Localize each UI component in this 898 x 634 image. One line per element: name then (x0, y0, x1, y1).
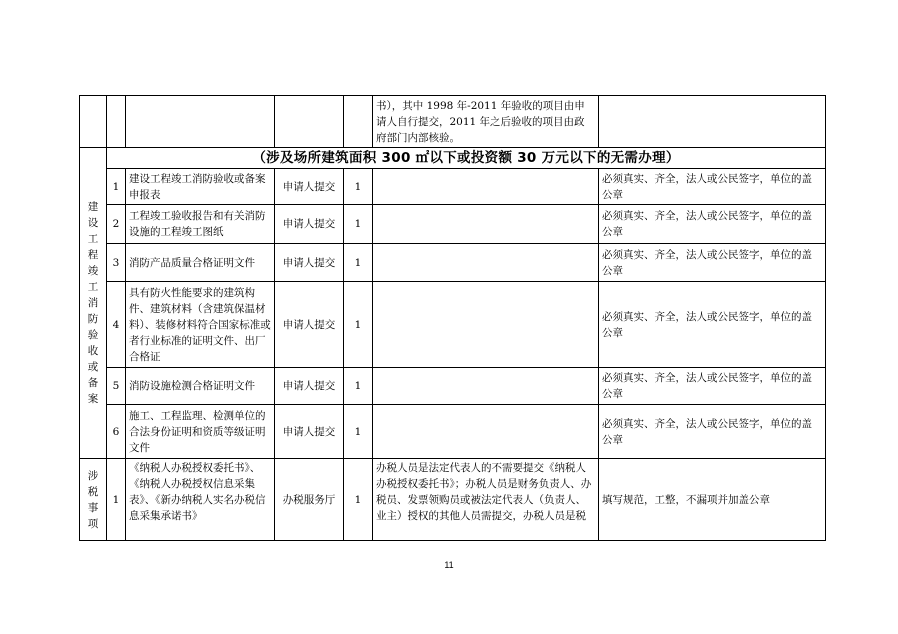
copies-cell (344, 96, 373, 148)
copies-cell: 1 (344, 405, 373, 459)
table-row (80, 205, 826, 244)
requirement-cell (599, 96, 826, 148)
copies-cell: 1 (344, 368, 373, 405)
notes-cell (373, 205, 599, 244)
copies-cell: 1 (344, 459, 373, 541)
banner-row (80, 148, 826, 169)
requirement-cell: 填写规范，工整，不漏项并加盖公章 (599, 459, 826, 541)
material-cell (126, 96, 275, 148)
section-banner: （涉及场所建筑面积 300 ㎡以下或投资额 30 万元以下的无需办理） (107, 148, 826, 169)
notes-cell (373, 459, 599, 541)
index-cell: 5 (107, 368, 126, 405)
material-text: 《纳税人办税授权委托书》、《纳税人办税授权信息采集表》、《新办纳税人实名办税信息采集承诺书》 (129, 461, 266, 522)
category-cell (80, 96, 107, 148)
requirement-cell: 必须真实、齐全，法人或公民签字，单位的盖公章 (599, 368, 826, 405)
notes-cell (373, 244, 599, 282)
material-cell: 建设工程竣工消防验收或备案申报表 (126, 169, 275, 205)
notes-cell: 书），其中 1998 年-2011 年验收的项目由申请人自行提交，2011 年之后验收的项目由政府部门内部核验。 (373, 96, 599, 148)
requirement-cell: 必须真实、齐全，法人或公民签字，单位的盖公章 (599, 405, 826, 459)
index-cell: 3 (107, 244, 126, 282)
source-cell: 申请人提交 (275, 169, 344, 205)
requirement-cell: 必须真实、齐全，法人或公民签字，单位的盖公章 (599, 244, 826, 282)
notes-cell (373, 282, 599, 368)
index-cell (107, 96, 126, 148)
copies-cell: 1 (344, 205, 373, 244)
material-cell: 消防产品质量合格证明文件 (126, 244, 275, 282)
copies-cell: 1 (344, 169, 373, 205)
index-cell: 2 (107, 205, 126, 244)
page-number: 11 (444, 560, 454, 570)
requirement-cell: 必须真实、齐全，法人或公民签字，单位的盖公章 (599, 169, 826, 205)
materials-table (79, 95, 826, 541)
category-cell: 建设工程竣工消防验收或备案 (80, 148, 107, 459)
index-cell: 4 (107, 282, 126, 368)
source-cell: 办税服务厅 (275, 459, 344, 541)
source-cell (275, 96, 344, 148)
copies-cell: 1 (344, 244, 373, 282)
notes-cell (373, 368, 599, 405)
table-row (80, 244, 826, 282)
requirement-cell: 必须真实、齐全，法人或公民签字，单位的盖公章 (599, 205, 826, 244)
table-row (80, 459, 826, 541)
requirement-cell: 必须真实、齐全，法人或公民签字，单位的盖公章 (599, 282, 826, 368)
material-cell (126, 459, 275, 541)
source-cell: 申请人提交 (275, 205, 344, 244)
material-cell: 工程竣工验收报告和有关消防设施的工程竣工图纸 (126, 205, 275, 244)
table-row (80, 368, 826, 405)
index-cell: 6 (107, 405, 126, 459)
notes-text: 办税人员是法定代表人的不需要提交《纳税人办税授权委托书》；办税人员是财务负责人、办税员、发票领购员或被法定代表人（负责人、业主）授权的其他人员需提交，办税人员是税 (376, 461, 592, 522)
material-cell: 具有防火性能要求的建筑构件、建筑材料（含建筑保温材料）、装修材料符合国家标准或者行业标准的证明文件、出厂合格证 (126, 282, 275, 368)
source-cell: 申请人提交 (275, 405, 344, 459)
table-row (80, 169, 826, 205)
material-cell: 施工、工程监理、检测单位的合法身份证明和资质等级证明文件 (126, 405, 275, 459)
source-cell: 申请人提交 (275, 244, 344, 282)
table-row (80, 405, 826, 459)
source-cell: 申请人提交 (275, 282, 344, 368)
source-cell: 申请人提交 (275, 368, 344, 405)
table-row (80, 282, 826, 368)
notes-cell (373, 405, 599, 459)
table-row (80, 96, 826, 148)
index-cell: 1 (107, 169, 126, 205)
copies-cell: 1 (344, 282, 373, 368)
index-cell: 1 (107, 459, 126, 541)
notes-cell (373, 169, 599, 205)
material-cell: 消防设施检测合格证明文件 (126, 368, 275, 405)
category-cell: 涉税事项 (80, 459, 107, 541)
